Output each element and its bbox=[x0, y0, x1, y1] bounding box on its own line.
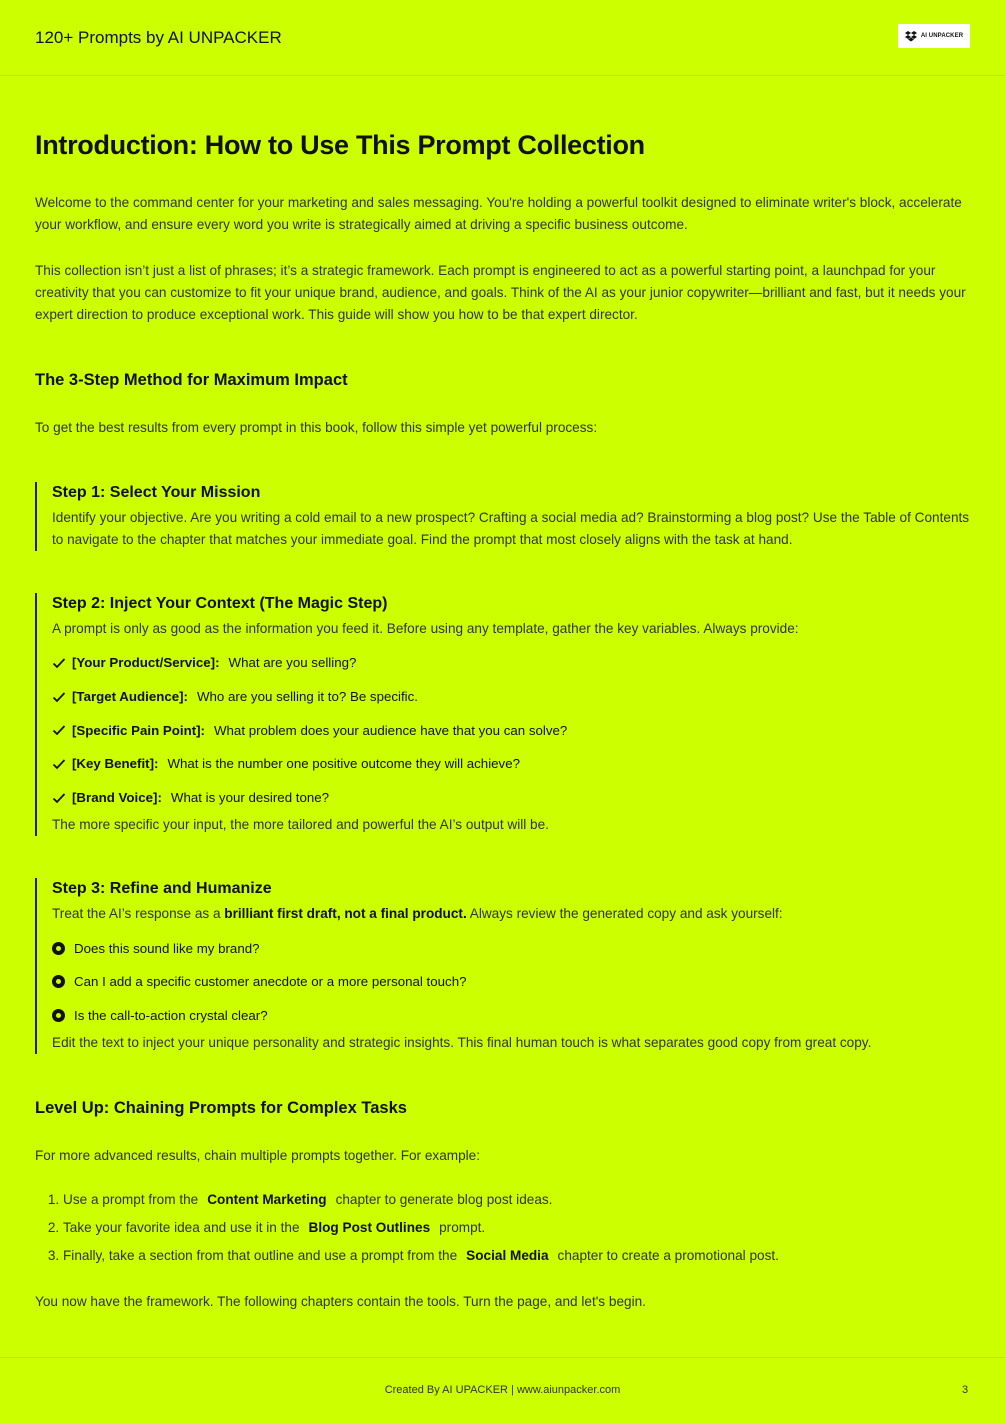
checklist-label: [Specific Pain Point]: bbox=[72, 722, 205, 738]
chain-text-after: chapter to create a promotional post. bbox=[557, 1247, 779, 1263]
list-item bbox=[52, 965, 970, 999]
step-1-text: Identify your objective. Are you writing a cold email to a new prospect? Crafting a social media ad? Brainstorming a blog post? Use the Table of Contents to navigate to the chapter that matches your immediate goal. Find the prompt that most closely aligns with the task at hand. bbox=[52, 510, 970, 547]
chain-text-after: prompt. bbox=[439, 1219, 486, 1235]
document-title: 120+ Prompts by AI UNPACKER bbox=[35, 28, 282, 47]
step-3-text-after: Always review the generated copy and ask yourself: bbox=[466, 906, 783, 922]
page-title: Introduction: How to Use This Prompt Collection bbox=[35, 130, 645, 160]
method-heading: The 3-Step Method for Maximum Impact bbox=[35, 371, 348, 389]
levelup-heading: Level Up: Chaining Prompts for Complex Tasks bbox=[35, 1098, 407, 1117]
step-2-block bbox=[35, 593, 970, 836]
page-header bbox=[0, 0, 1005, 76]
question-text: Is the call-to-action crystal clear? bbox=[74, 1007, 268, 1023]
review-questions bbox=[52, 931, 970, 1032]
checkmark-icon bbox=[52, 723, 66, 737]
method-intro: To get the best results from every prompt in this book, follow this simple yet powerful process: bbox=[35, 420, 598, 435]
step-3-closing: Edit the text to inject your unique personality and strategic insights. This final human touch is what separates good copy from great copy. bbox=[52, 1034, 872, 1050]
chapter-name: Content Marketing bbox=[207, 1191, 327, 1207]
levelup-intro: For more advanced results, chain multiple prompts together. For example: bbox=[35, 1147, 481, 1163]
step-2-text: A prompt is only as good as the information you feed it. Before using any template, gather the key variables. Always provide: bbox=[52, 621, 799, 636]
footer-credit: Created By AI UPACKER | www.aiunpacker.com bbox=[384, 1384, 621, 1396]
checklist-text: What is your desired tone? bbox=[170, 790, 330, 806]
brand-logo bbox=[898, 24, 970, 48]
list-item bbox=[52, 646, 970, 680]
logo-text: AI UNPACKER bbox=[920, 33, 964, 39]
checklist-label: [Target Audience]: bbox=[72, 689, 188, 705]
step-1-title: Step 1: Select Your Mission bbox=[52, 484, 261, 501]
context-checklist bbox=[52, 646, 970, 814]
main-content bbox=[35, 128, 970, 1313]
levelup-closing: You now have the framework. The following chapters contain the tools. Turn the page, and let's begin. bbox=[35, 1293, 646, 1309]
checkmark-icon bbox=[52, 656, 66, 670]
list-item bbox=[52, 998, 970, 1032]
checkmark-icon bbox=[52, 690, 66, 704]
checklist-text: What are you selling? bbox=[228, 655, 357, 671]
list-item bbox=[52, 931, 970, 965]
question-text: Can I add a specific customer anecdote or a more personal touch? bbox=[74, 974, 467, 990]
checklist-text: Who are you selling it to? Be specific. bbox=[196, 689, 418, 705]
checklist-text: What problem does your audience have that you can solve? bbox=[213, 722, 568, 738]
bullet-circle-icon bbox=[52, 942, 65, 955]
checkmark-icon bbox=[52, 757, 66, 771]
bullet-circle-icon bbox=[52, 975, 65, 988]
list-item bbox=[52, 713, 970, 747]
intro-paragraph-1: Welcome to the command center for your marketing and sales messaging. You're holding a powerful toolkit designed to eliminate writer's block, accelerate your workflow, and ensure every word you write is strategically aimed at driving a specific business outcome. bbox=[35, 195, 962, 232]
checklist-text: What is the number one positive outcome they will achieve? bbox=[167, 756, 520, 772]
page-number: 3 bbox=[962, 1384, 969, 1396]
step-3-text-before: Treat the AI’s response as a bbox=[52, 906, 225, 922]
chapter-name: Social Media bbox=[466, 1247, 549, 1263]
list-item bbox=[63, 1245, 970, 1273]
list-item bbox=[63, 1217, 970, 1245]
chapter-name: Blog Post Outlines bbox=[308, 1219, 431, 1235]
page-footer bbox=[0, 1357, 1005, 1423]
chain-steps-list bbox=[35, 1189, 970, 1273]
chain-text-before: Use a prompt from the bbox=[63, 1191, 199, 1207]
checklist-label: [Brand Voice]: bbox=[72, 790, 162, 806]
chain-text-before: Finally, take a section from that outline and use a prompt from the bbox=[63, 1247, 458, 1263]
dropbox-like-box-icon bbox=[905, 30, 917, 42]
step-1-block bbox=[35, 482, 970, 551]
step-3-block bbox=[35, 878, 970, 1054]
list-item bbox=[52, 680, 970, 714]
intro-paragraph-2: This collection isn’t just a list of phrases; it’s a strategic framework. Each prompt is engineered to act as a powerful starting point, a launchpad for your creativity that you can customize to fit your unique brand, audience, and goals. Think of the AI as your junior copywriter—brilliant and fast, but it needs your expert direction to produce exceptional work. This guide will show you how to be that expert director. bbox=[35, 263, 966, 322]
checklist-label: [Your Product/Service]: bbox=[72, 655, 220, 671]
step-3-text bbox=[52, 903, 970, 925]
chain-text-before: Take your favorite idea and use it in the bbox=[63, 1219, 300, 1235]
step-2-title: Step 2: Inject Your Context (The Magic Step) bbox=[52, 595, 388, 612]
step-3-title: Step 3: Refine and Humanize bbox=[52, 880, 272, 898]
step-3-text-bold: brilliant first draft, not a final product. bbox=[224, 906, 467, 922]
list-item bbox=[63, 1189, 970, 1217]
step-2-closing: The more specific your input, the more tailored and powerful the AI’s output will be. bbox=[52, 817, 549, 833]
list-item bbox=[52, 747, 970, 781]
question-text: Does this sound like my brand? bbox=[74, 940, 260, 956]
checklist-label: [Key Benefit]: bbox=[72, 756, 159, 772]
chain-text-after: chapter to generate blog post ideas. bbox=[335, 1191, 553, 1207]
bullet-circle-icon bbox=[52, 1009, 65, 1022]
checkmark-icon bbox=[52, 791, 66, 805]
list-item bbox=[52, 781, 970, 815]
